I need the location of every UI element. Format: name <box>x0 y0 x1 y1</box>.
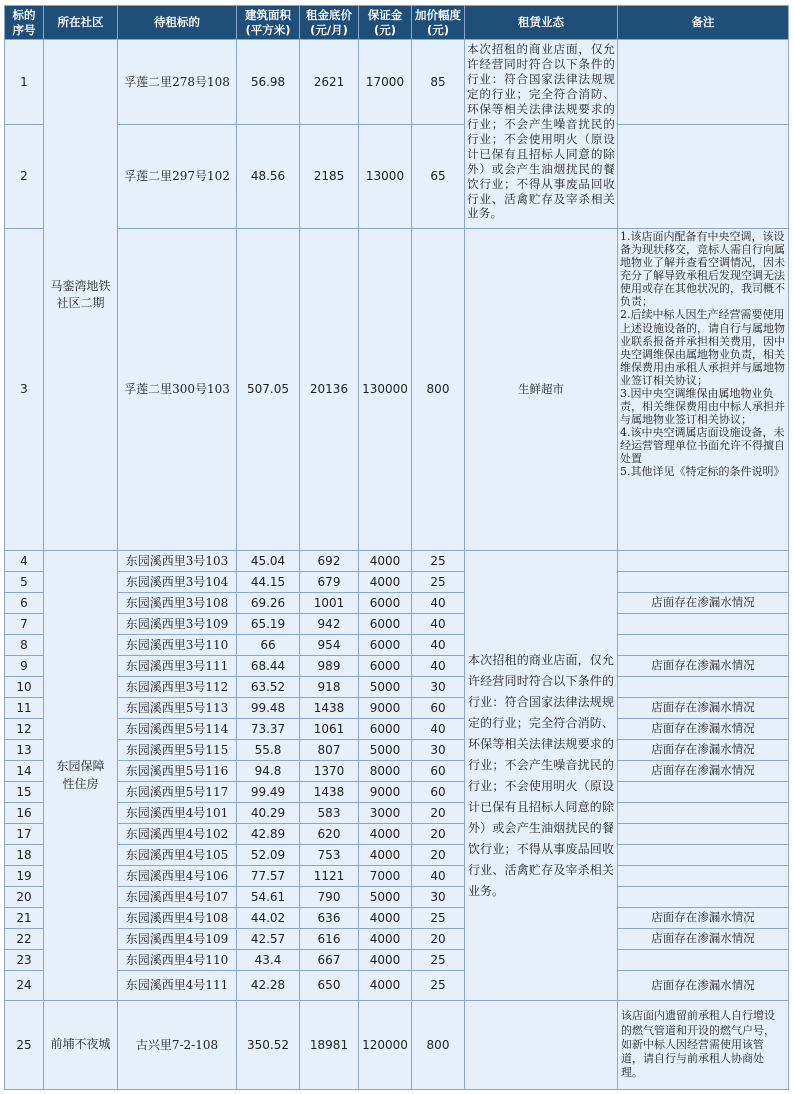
increment-cell: 40 <box>412 635 465 656</box>
table-row <box>5 782 789 803</box>
area-cell: 94.8 <box>237 761 300 782</box>
rent-cell: 989 <box>300 656 359 677</box>
row-no: 22 <box>5 929 44 950</box>
increment-cell: 20 <box>412 803 465 824</box>
target-cell: 孚莲二里300号103 <box>118 229 237 551</box>
deposit-cell: 6000 <box>359 719 412 740</box>
deposit-cell: 9000 <box>359 782 412 803</box>
rent-cell: 620 <box>300 824 359 845</box>
target-cell: 东园溪西里4号110 <box>118 950 237 971</box>
header-cell: 所在社区 <box>44 6 118 40</box>
rent-cell: 954 <box>300 635 359 656</box>
note-cell <box>618 551 789 572</box>
target-cell: 东园溪西里3号103 <box>118 551 237 572</box>
deposit-cell: 5000 <box>359 887 412 908</box>
area-cell: 42.28 <box>237 971 300 1001</box>
increment-cell: 20 <box>412 845 465 866</box>
increment-cell: 25 <box>412 971 465 1001</box>
row-no: 5 <box>5 572 44 593</box>
section-dong-yuan <box>5 551 789 1001</box>
table-row <box>5 740 789 761</box>
row-no: 11 <box>5 698 44 719</box>
area-cell: 69.26 <box>237 593 300 614</box>
target-cell: 东园溪西里4号102 <box>118 824 237 845</box>
community-cell: 马銮湾地铁社区二期 <box>44 40 118 551</box>
target-cell: 东园溪西里3号104 <box>118 572 237 593</box>
area-cell: 42.57 <box>237 929 300 950</box>
row-no: 18 <box>5 845 44 866</box>
note-cell <box>618 677 789 698</box>
target-cell: 东园溪西里5号115 <box>118 740 237 761</box>
note-item: 4.该中央空调属店面设施设备，未经运营管理单位书面允许不得擅自处置 <box>620 426 785 466</box>
area-cell: 507.05 <box>237 229 300 551</box>
note-cell: 店面存在渗漏水情况 <box>618 908 789 929</box>
table-row <box>5 719 789 740</box>
target-cell: 东园溪西里3号108 <box>118 593 237 614</box>
row-no: 15 <box>5 782 44 803</box>
row-no: 9 <box>5 656 44 677</box>
target-cell: 古兴里7-2-108 <box>118 1001 237 1090</box>
row-no: 12 <box>5 719 44 740</box>
target-cell: 东园溪西里3号112 <box>118 677 237 698</box>
header-cell: 备注 <box>618 6 789 40</box>
table-row <box>5 229 789 551</box>
note-cell <box>618 824 789 845</box>
target-cell: 东园溪西里3号109 <box>118 614 237 635</box>
deposit-cell: 4000 <box>359 572 412 593</box>
community-cell <box>44 551 118 1001</box>
deposit-cell: 4000 <box>359 551 412 572</box>
increment-cell: 25 <box>412 908 465 929</box>
row-no: 20 <box>5 887 44 908</box>
deposit-cell: 4000 <box>359 929 412 950</box>
deposit-cell: 13000 <box>359 125 412 229</box>
rent-cell: 1121 <box>300 866 359 887</box>
target-cell: 东园溪西里5号116 <box>118 761 237 782</box>
deposit-cell: 120000 <box>359 1001 412 1090</box>
area-cell: 65.19 <box>237 614 300 635</box>
deposit-cell: 3000 <box>359 803 412 824</box>
header-cell: 加价幅度 (元) <box>412 6 465 40</box>
table-row <box>5 824 789 845</box>
increment-cell: 30 <box>412 740 465 761</box>
row-no: 3 <box>5 229 44 551</box>
rent-cell: 20136 <box>300 229 359 551</box>
rent-cell: 692 <box>300 551 359 572</box>
table-row <box>5 803 789 824</box>
table-row <box>5 950 789 971</box>
increment-cell: 40 <box>412 614 465 635</box>
area-cell: 42.89 <box>237 824 300 845</box>
note-cell <box>618 635 789 656</box>
deposit-cell: 8000 <box>359 761 412 782</box>
area-cell: 99.48 <box>237 698 300 719</box>
rent-cell: 753 <box>300 845 359 866</box>
header-cell: 建筑面积 (平方米) <box>237 6 300 40</box>
note-cell: 店面存在渗漏水情况 <box>618 656 789 677</box>
row-no: 14 <box>5 761 44 782</box>
business-cell: 本次招租的商业店面，仅允许经营同时符合以下条件的行业：符合国家法律法规规定的行业；完全符合消防、环保等相关法律法规要求的行业；不会产生噪音扰民的行业；不会使用明火（原设计已保有且招标人同意的除外）或会产生油烟扰民的餐饮行业；不得从事废品回收行业、活禽贮存及宰杀相关业务。 <box>465 40 618 229</box>
community-cell: 前埔不夜城 <box>44 1001 118 1090</box>
note-cell: 店面存在渗漏水情况 <box>618 971 789 1001</box>
note-cell <box>618 803 789 824</box>
table-row <box>5 929 789 950</box>
target-cell: 东园溪西里4号109 <box>118 929 237 950</box>
row-no: 21 <box>5 908 44 929</box>
header-cell: 租赁业态 <box>465 6 618 40</box>
header-cell: 待租标的 <box>118 6 237 40</box>
rent-cell: 616 <box>300 929 359 950</box>
area-cell: 44.02 <box>237 908 300 929</box>
table-row <box>5 1001 789 1090</box>
area-cell: 56.98 <box>237 40 300 125</box>
note-item: 5.其他详见《特定标的条件说明》 <box>620 465 785 479</box>
rent-cell: 1438 <box>300 698 359 719</box>
row-no: 24 <box>5 971 44 1001</box>
deposit-cell: 6000 <box>359 593 412 614</box>
rent-cell: 942 <box>300 614 359 635</box>
table-row <box>5 125 789 229</box>
note-item: 1.该店面内配备有中央空调，该设备为现状移交，竞标人需自行向属地物业了解并查看空调情况，因未充分了解导致承租后发现空调无法使用或存在其他状况的，我司概不负责； <box>620 230 785 309</box>
increment-cell: 40 <box>412 593 465 614</box>
area-cell: 73.37 <box>237 719 300 740</box>
rent-cell: 1061 <box>300 719 359 740</box>
deposit-cell: 7000 <box>359 866 412 887</box>
target-cell: 东园溪西里5号114 <box>118 719 237 740</box>
deposit-cell: 4000 <box>359 845 412 866</box>
note-item: 2.后续中标人因生产经营需要使用上述设施设备的，请自行与属地物业联系报备并承担相关费用，因中央空调维保由属地物业负责，相关维保费用由承租人承担并与属地物业签订相关协议； <box>620 308 785 387</box>
area-cell: 52.09 <box>237 845 300 866</box>
table-row <box>5 761 789 782</box>
note-cell: 店面存在渗漏水情况 <box>618 740 789 761</box>
rent-cell: 1370 <box>300 761 359 782</box>
deposit-cell: 5000 <box>359 740 412 761</box>
row-no: 13 <box>5 740 44 761</box>
deposit-cell: 4000 <box>359 950 412 971</box>
note-item: 3.因中央空调维保由属地物业负责，相关维保费用由中标人承担并与属地物业签订相关协议； <box>620 386 785 427</box>
business-cell <box>465 1001 618 1090</box>
target-cell: 东园溪西里4号107 <box>118 887 237 908</box>
area-cell: 99.49 <box>237 782 300 803</box>
section-qian-pu <box>5 1001 789 1090</box>
note-cell <box>618 845 789 866</box>
note-cell <box>618 782 789 803</box>
target-cell: 东园溪西里5号117 <box>118 782 237 803</box>
increment-cell: 65 <box>412 125 465 229</box>
table-row <box>5 845 789 866</box>
target-cell: 东园溪西里3号111 <box>118 656 237 677</box>
area-cell: 63.52 <box>237 677 300 698</box>
row-no: 6 <box>5 593 44 614</box>
area-cell: 54.61 <box>237 887 300 908</box>
header-cell: 租金底价 (元/月) <box>300 6 359 40</box>
area-cell: 48.56 <box>237 125 300 229</box>
increment-cell: 25 <box>412 551 465 572</box>
increment-cell: 60 <box>412 782 465 803</box>
target-cell: 孚莲二里278号108 <box>118 40 237 125</box>
rent-cell: 650 <box>300 971 359 1001</box>
row-no: 19 <box>5 866 44 887</box>
row-no: 1 <box>5 40 44 125</box>
target-cell: 孚莲二里297号102 <box>118 125 237 229</box>
target-cell: 东园溪西里4号101 <box>118 803 237 824</box>
target-cell: 东园溪西里4号108 <box>118 908 237 929</box>
rent-cell: 918 <box>300 677 359 698</box>
table-row <box>5 656 789 677</box>
deposit-cell: 6000 <box>359 614 412 635</box>
target-cell: 东园溪西里4号106 <box>118 866 237 887</box>
note-cell <box>618 866 789 887</box>
table-row <box>5 551 789 572</box>
rent-cell: 2621 <box>300 40 359 125</box>
deposit-cell: 4000 <box>359 971 412 1001</box>
rent-cell: 1438 <box>300 782 359 803</box>
increment-cell: 40 <box>412 866 465 887</box>
row-no: 23 <box>5 950 44 971</box>
note-cell: 店面存在渗漏水情况 <box>618 761 789 782</box>
row-no: 2 <box>5 125 44 229</box>
note-cell <box>618 572 789 593</box>
increment-cell: 800 <box>412 1001 465 1090</box>
section-ma-luan-wan <box>5 40 789 551</box>
table-row <box>5 866 789 887</box>
target-cell: 东园溪西里3号110 <box>118 635 237 656</box>
increment-cell: 30 <box>412 887 465 908</box>
rent-cell: 18981 <box>300 1001 359 1090</box>
increment-cell: 25 <box>412 950 465 971</box>
business-cell: 生鲜超市 <box>465 229 618 551</box>
increment-cell: 60 <box>412 761 465 782</box>
target-cell: 东园溪西里4号111 <box>118 971 237 1001</box>
deposit-cell: 9000 <box>359 698 412 719</box>
rent-cell: 583 <box>300 803 359 824</box>
table-row <box>5 971 789 1001</box>
rent-cell: 2185 <box>300 125 359 229</box>
deposit-cell: 6000 <box>359 635 412 656</box>
row-no: 16 <box>5 803 44 824</box>
note-cell: 店面存在渗漏水情况 <box>618 719 789 740</box>
note-cell <box>618 887 789 908</box>
row-no: 25 <box>5 1001 44 1090</box>
rent-cell: 636 <box>300 908 359 929</box>
increment-cell: 40 <box>412 719 465 740</box>
note-cell <box>618 125 789 229</box>
table-row <box>5 698 789 719</box>
note-cell <box>618 614 789 635</box>
table-row <box>5 887 789 908</box>
row-no: 8 <box>5 635 44 656</box>
area-cell: 55.8 <box>237 740 300 761</box>
increment-cell: 60 <box>412 698 465 719</box>
note-cell: 该店面内遗留前承租人自行增设的燃气管道和开设的燃气户号，如新中标人因经营需使用该管道，请自行与前承租人协商处理。 <box>618 1001 789 1090</box>
header-cell: 保证金 (元) <box>359 6 412 40</box>
note-cell: 店面存在渗漏水情况 <box>618 929 789 950</box>
table-row <box>5 593 789 614</box>
increment-cell: 40 <box>412 656 465 677</box>
row-no: 7 <box>5 614 44 635</box>
area-cell: 66 <box>237 635 300 656</box>
note-cell <box>618 950 789 971</box>
area-cell: 43.4 <box>237 950 300 971</box>
area-cell: 40.29 <box>237 803 300 824</box>
area-cell: 68.44 <box>237 656 300 677</box>
table-row <box>5 572 789 593</box>
community-label: 东园保障性住房 <box>56 759 105 791</box>
deposit-cell: 6000 <box>359 656 412 677</box>
area-cell: 77.57 <box>237 866 300 887</box>
deposit-cell: 130000 <box>359 229 412 551</box>
deposit-cell: 4000 <box>359 824 412 845</box>
row-no: 4 <box>5 551 44 572</box>
rent-cell: 1001 <box>300 593 359 614</box>
rent-cell: 807 <box>300 740 359 761</box>
area-cell: 350.52 <box>237 1001 300 1090</box>
increment-cell: 30 <box>412 677 465 698</box>
table-row <box>5 635 789 656</box>
deposit-cell: 17000 <box>359 40 412 125</box>
business-cell: 本次招租的商业店面，仅允许经营同时符合以下条件的行业：符合国家法律法规规定的行业；完全符合消防、环保等相关法律法规要求的行业；不会产生噪音扰民的行业；不会使用明火（原设计已保有且招标人同意的除外）或会产生油烟扰民的餐饮行业；不得从事废品回收行业、活禽贮存及宰杀相关业务。 <box>465 551 618 1001</box>
note-cell <box>618 40 789 125</box>
header-row <box>5 6 789 40</box>
row-no: 17 <box>5 824 44 845</box>
deposit-cell: 4000 <box>359 908 412 929</box>
row-no: 10 <box>5 677 44 698</box>
increment-cell: 25 <box>412 572 465 593</box>
increment-cell: 85 <box>412 40 465 125</box>
target-cell: 东园溪西里5号113 <box>118 698 237 719</box>
table-row <box>5 908 789 929</box>
rent-cell: 790 <box>300 887 359 908</box>
table-row <box>5 614 789 635</box>
increment-cell: 800 <box>412 229 465 551</box>
area-cell: 44.15 <box>237 572 300 593</box>
area-cell: 45.04 <box>237 551 300 572</box>
note-cell: 店面存在渗漏水情况 <box>618 698 789 719</box>
increment-cell: 20 <box>412 824 465 845</box>
note-cell: 店面存在渗漏水情况 <box>618 593 789 614</box>
table-row <box>5 40 789 125</box>
rent-cell: 667 <box>300 950 359 971</box>
table-row <box>5 677 789 698</box>
deposit-cell: 5000 <box>359 677 412 698</box>
note-cell <box>618 229 789 551</box>
target-cell: 东园溪西里4号105 <box>118 845 237 866</box>
increment-cell: 20 <box>412 929 465 950</box>
header-cell: 标的 序号 <box>5 6 44 40</box>
rent-cell: 679 <box>300 572 359 593</box>
rental-table <box>4 5 789 1090</box>
